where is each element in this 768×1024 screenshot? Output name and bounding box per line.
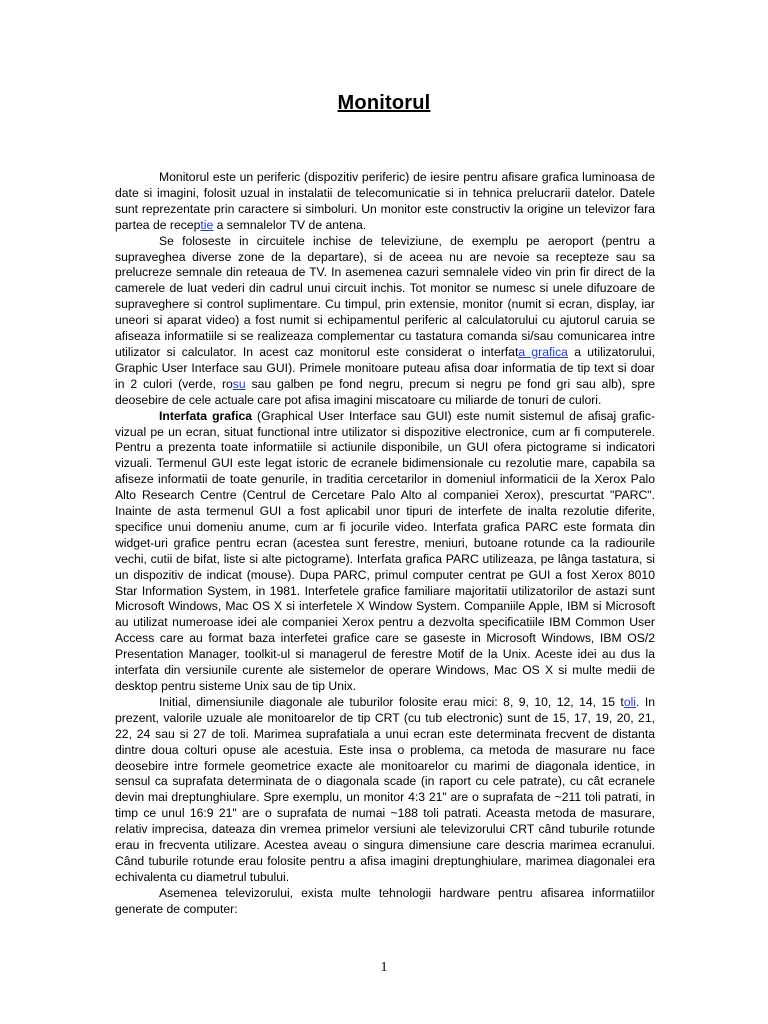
paragraph-text: a utilizatorului, Graphic User Interface sau GUI). Primele monitoare puteau afisa doar informatia de tip text si doar in 2 culori (verde, ro <box>115 344 656 391</box>
paragraph-text: Asemenea televizorului, exista multe tehnologii hardware pentru afisarea informatiilor generate de computer: <box>115 885 655 916</box>
paragraph-text: a semnalelor TV de antena. <box>213 217 367 232</box>
paragraph-text: Monitorul este un periferic (dispozitiv periferic) de iesire pentru afisare grafica luminoasa de date si imagini, folosit uzual in instalatii de telecomunicatie si in tehnica prelucrarii datelor. Datele sunt reprezentate prin caractere si simboluri. Un monitor este constructiv la origine un televizor fara partea de recep <box>115 170 655 232</box>
paragraph-dimensions <box>115 695 655 886</box>
paragraph-usage <box>115 234 655 409</box>
paragraph-text: . In prezent, valorile uzuale ale monitoarelor de tip CRT (cu tub electronic) sunt de 15, 17, 19, 20, 21, 22, 24 sau si 27 de toli. Marimea suprafatiala a unui ecran este determinata frecvent de distanta dintre doua colturi opuse ale acestuia. Este insa o problema, ca metoda de masurare nu face deosebire intre formele geometrice exacte ale monitoarelor cu marimi de diagonala identice, in sensul ca suprafata determinata de o diagonala scade (in raport cu cele patrate), cu cât ecranele devin mai dreptunghiulare. Spre exemplu, un monitor 4:3 21" are o suprafata de ~211 toli patrati, in timp ce unul 16:9 21" are o suprafata de numai ~188 toli patrati. Aceasta metoda de masurare, relativ imprecisa, dateaza din vremea primelor versiuni ale televizorului CRT când tuburile rotunde erau in frecventa utilizare. Acestea aveau o singura dimensiune care descria marimea ecranului. Când tuburile rotunde erau folosite pentru a afisa imagini dreptunghiulare, marimea diagonalei era echivalenta cu diametrul tubului. <box>115 694 655 884</box>
paragraph-gui <box>115 409 655 695</box>
term-interfata-grafica: Interfata grafica <box>159 408 253 423</box>
document-body <box>115 170 655 918</box>
page-number: 1 <box>380 960 388 975</box>
paragraph-intro <box>115 170 655 234</box>
link-interfata-grafica[interactable]: a grafica <box>518 344 568 359</box>
paragraph-technologies <box>115 886 655 918</box>
link-receptie[interactable]: tie <box>200 217 214 232</box>
link-rosu[interactable]: su <box>232 376 246 391</box>
paragraph-text: sau galben pe fond negru, precum si negru pe fond gri sau alb), spre deosebire de cele actuale care pot afisa imagini miscatoare cu miliarde de tonuri de culori. <box>115 376 655 407</box>
page-title: Monitorul <box>337 92 431 114</box>
link-toli[interactable]: oli <box>623 694 637 709</box>
paragraph-text: Initial, dimensiunile diagonale ale tuburilor folosite erau mici: 8, 9, 10, 12, 14, 15 t <box>159 694 624 709</box>
paragraph-text: (Graphical User Interface sau GUI) este numit sistemul de afisaj grafic-vizual pe un ecran, situat functional intre utilizator si dispozitive electronice, cum ar fi computerele. Pentru a prezenta toate informatiile si actiunile disponibile, un GUI ofera pictograme si indicatori vizuali. Termenul GUI este legat istoric de ecranele bidimensionale cu rezolutie mare, capabila sa afiseze informatii de toate genurile, in traditia cercetarilor in domeniul informaticii de la Xerox Palo Alto Research Centre (Centrul de Cercetare Palo Alto al companiei Xerox), prescurtat "PARC". Inainte de asta termenul GUI a fost aplicabil unor tipuri de interfete de inalta rezolutie diferite, specifice unui domeniu anume, cum ar fi jocurile video. Interfata grafica PARC este formata din widget-uri grafice pentru ecran (acestea sunt ferestre, meniuri, butoane rotunde ca la radiourile vechi, cutii de bifat, liste si alte pictograme). Interfata grafica PARC utilizeaza, pe lânga tastatura, si un dispozitiv de indicat (mouse). Dupa PARC, primul computer centrat pe GUI a fost Xerox 8010 Star Information System, in 1981. Interfetele grafice familiare majoritatii utilizatorilor de astazi sunt Microsoft Windows, Mac OS X si interfetele X Window System. Companiile Apple, IBM si Microsoft au utilizat numeroase idei ale companiei Xerox pentru a dezvolta specificatiile IBM Common User Access care au format baza interfetei grafice care se gaseste in Microsoft Windows, IBM OS/2 Presentation Manager, toolkit-ul si managerul de ferestre Motif de la Unix. Aceste idei au dus la interfata din versiunile curente ale sistemelor de operare Windows, Mac OS X si multe medii de desktop pentru sisteme Unix sau de tip Unix. <box>115 408 656 693</box>
paragraph-text: Se foloseste in circuitele inchise de televiziune, de exemplu pe aeroport (pentru a supraveghea diverse zone de la departare), si de aceea nu are nevoie sa recepteze sau sa prelucreze semnale din reteaua de TV. In asemenea cazuri semnalele video vin prin fir direct de la camerele de luat vederi din cadrul unui circuit inchis. Tot monitor se numesc si unele difuzoare de supraveghere si control suplimentare. Cu timpul, prin extensie, monitor (numit si ecran, display, iar uneori si aparat video) a fost numit si echipamentul periferic al calculatorului cu ajutorul caruia se afiseaza informatiile si se realizeaza complementar cu tastatura comanda si/sau comunicarea intre utilizator si calculator. In acest caz monitorul este considerat o interfat <box>115 233 655 359</box>
